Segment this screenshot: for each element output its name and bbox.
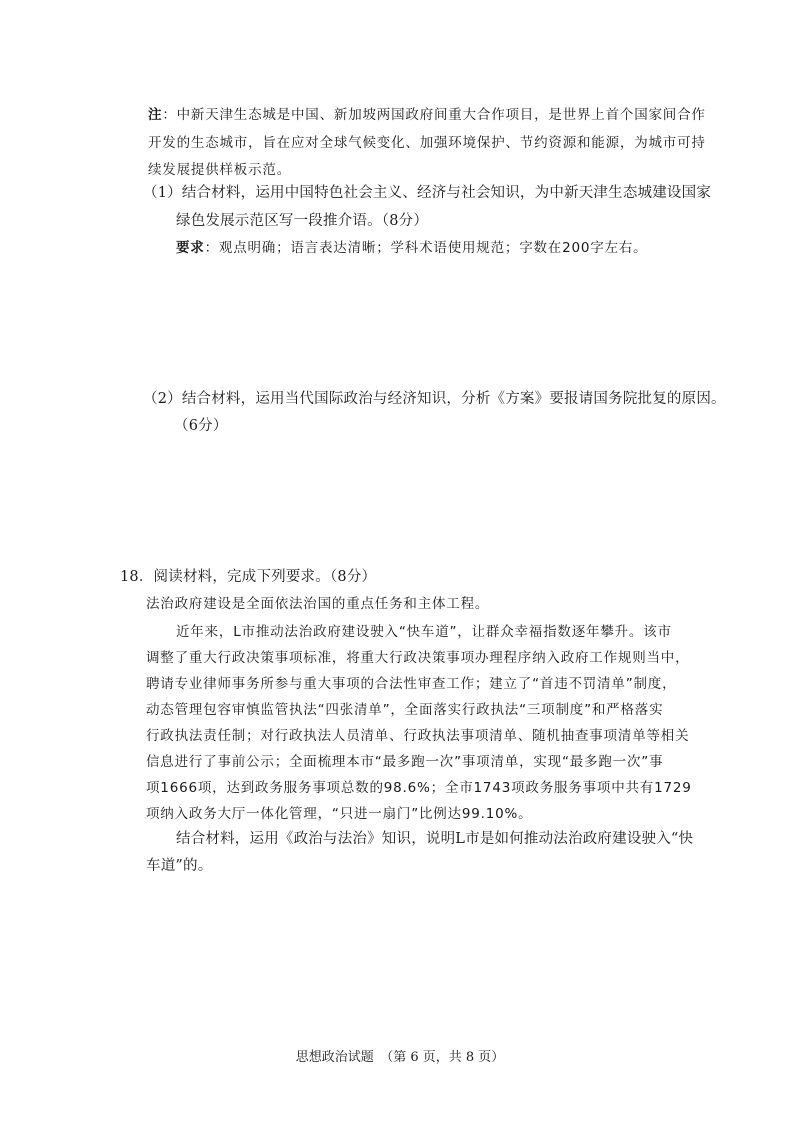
q17-2-line-1: （2）结合材料，运用当代国际政治与经济知识，分析《方案》要报请国务院批复的原因。	[143, 391, 726, 407]
q18-para-line-8: 项纳入政务大厅一体化管理，“只进一扇门”比例达99.10%。	[146, 806, 533, 822]
q18-para-line-1: 近年来，L市推动法治政府建设驶入“快车道”，让群众幸福指数逐年攀升。该市	[176, 624, 672, 640]
q18-question-line-1: 结合材料，运用《政治与法治》知识，说明L市是如何推动法治政府建设驶入“快	[176, 831, 694, 847]
q18-para-line-4: 动态管理包容审慎监管执法“四张清单”，全面落实行政执法“三项制度”和严格落实	[146, 702, 664, 718]
note-line-1	[148, 103, 706, 123]
requirement-label: 要求	[176, 240, 205, 256]
note-label: 注	[148, 107, 163, 123]
q18-intro: 法治政府建设是全面依法治国的重点任务和主体工程。	[146, 596, 490, 612]
q18-question-line-2: 车道”的。	[146, 858, 213, 874]
q18-para-line-2: 调整了重大行政决策事项标准，将重大行政决策事项办理程序纳入政府工作规则当中，	[146, 650, 690, 666]
note-line-2: 开发的生态城市，旨在应对全球气候变化、加强环境保护、节约资源和能源，为城市可持	[148, 135, 706, 151]
q18-title: 18．阅读材料，完成下列要求。（8分）	[120, 569, 377, 585]
note-text-1: ：中新天津生态城是中国、新加坡两国政府间重大合作项目，是世界上首个国家间合作	[162, 107, 706, 123]
q18-para-line-5: 行政执法责任制；对行政执法人员清单、行政执法事项清单、随机抽查事项清单等相关	[146, 728, 690, 744]
q17-2-line-2: （6分）	[174, 418, 228, 434]
q18-para-line-7: 项1666项，达到政务服务事项总数的98.6%；全市1743项政务服务事项中共有1729	[146, 780, 692, 796]
q18-para-line-6: 信息进行了事前公示；全面梳理本市“最多跑一次”事项清单，实现“最多跑一次”事	[146, 754, 664, 770]
note-line-3: 续发展提供样板示范。	[148, 162, 291, 178]
q18-para-line-3: 聘请专业律师事务所参与重大事项的合法性审查工作；建立了“首违不罚清单”制度，	[146, 676, 677, 692]
q17-1-requirement	[176, 236, 647, 256]
q17-1-line-2: 绿色发展示范区写一段推介语。（8分）	[176, 213, 429, 229]
q17-1-line-1: （1）结合材料，运用中国特色社会主义、经济与社会知识，为中新天津生态城建设国家	[143, 185, 712, 201]
page-footer: 思想政治试题 （第 6 页，共 8 页）	[295, 1050, 505, 1065]
requirement-text: ：观点明确；语言表达清晰；学科术语使用规范；字数在200字左右。	[204, 240, 648, 256]
